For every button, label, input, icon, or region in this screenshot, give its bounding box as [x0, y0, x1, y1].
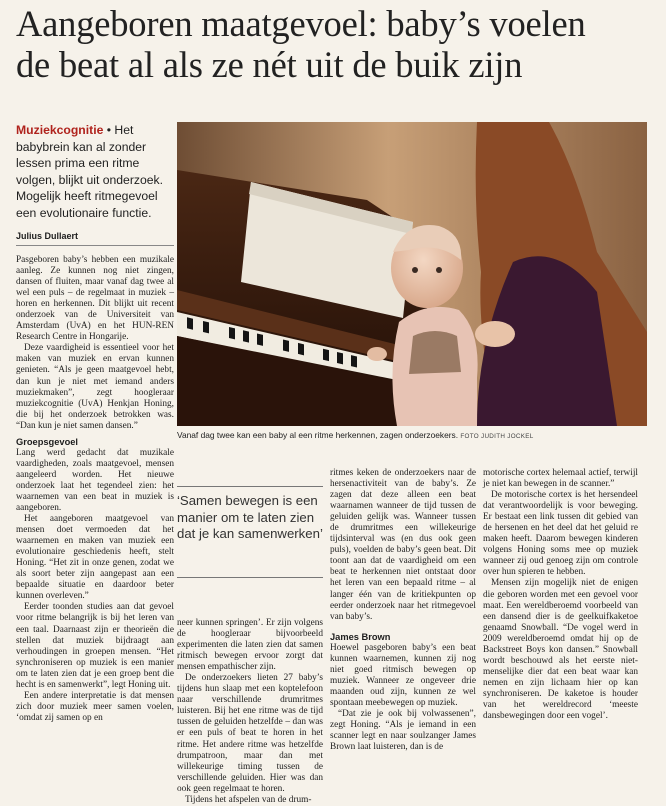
body-column-1 [16, 255, 174, 724]
photo-caption [177, 430, 647, 440]
article-photo [177, 122, 647, 426]
photo-illustration [177, 122, 647, 426]
paragraph: Het aangeboren maatgevoel van mensen doet vermoeden dat het waarnemen en maken van muziek een evolutionaire geschiedenis heeft, stelt Honing. “Het zit in onze genen, zodat we als soort beter zijn aangepast aan een bepaalde situatie en daardoor beter kunnen overleven.” [16, 514, 174, 602]
pull-quote: ‘Samen bewegen is een manier om te laten zien dat je kan samenwerken’ [177, 486, 323, 578]
caption-text: Vanaf dag twee kan een baby al een ritme herkennen, zagen onderzoekers. [177, 430, 459, 440]
body-column-4 [483, 468, 638, 722]
body-column-2 [177, 618, 323, 806]
paragraph: Een andere interpretatie is dat mensen zich door muziek meer samen voelen, ‘omdat zij samen op en [16, 690, 174, 723]
photo-credit: FOTO JUDITH JOCKEL [460, 433, 534, 440]
article-headline [16, 3, 656, 85]
headline-line-2: de beat al als ze nét uit de buik zijn [16, 44, 523, 85]
body-column-3 [330, 468, 476, 753]
article-intro [16, 122, 174, 221]
byline: Julius Dullaert [16, 231, 174, 246]
intro-kicker: Muziekcognitie [16, 123, 104, 137]
intro-text: • Het babybrein kan al zonder lessen prima een ritme volgen, blijkt uit onderzoek. Mogelijk heeft ritmegevoel een evolutionaire functie. [16, 123, 164, 220]
paragraph: Tijdens het afspelen van de drum- [185, 794, 312, 805]
left-column [16, 122, 174, 724]
paragraph: Deze vaardigheid is essentieel voor het maken van muziek en ervan kunnen genieten. “Als je geen maatgevoel hebt, dan kun je niet met iemand anders muziekmaken”, zegt hoogleraar muziekcognitie (UvA) Henkjan Honing, die bij het onderzoek betrokken was. “Dan kun je niet samen dansen.” [16, 343, 174, 431]
paragraph: Eerder toonden studies aan dat gevoel voor ritme belangrijk is bij het leren van een taal. Daarnaast zijn er theorieën die stellen dat muziek bijdraagt aan verhoudingen in groepen mensen. “Het synchroniseren op muziek is een manier om te laten zien dat je een groep bent die hecht is en samenwerkt”, legt Honing uit. [16, 602, 174, 690]
subheading: Groepsgevoel [16, 436, 79, 447]
paragraph: Mensen zijn mogelijk niet de enigen die geboren worden met een gevoel voor maat. Een wereldberoemd voorbeeld van een dansend dier is de geelkuifkaketoe genaamd Snowball. “De vogel werd in 2009 wereldberoemd omdat hij op de Backstreet Boys kon dansen.” Snowball wordt beschouwd als het eerste niet-menselijke dier dat een beat waar kan nemen en zijn lichaam hier op kan synchroniseren. De kaketoe is houder van het wereldrecord ‘meeste dansbewegingen door een vogel’. [483, 578, 638, 722]
paragraph: Pasgeboren baby’s hebben een muzikale aanleg. Ze kunnen nog niet zingen, dansen of fluiten, maar vanaf dag twee al wel een puls – de regelmaat in muziek – horen en herkennen. Dit blijkt uit recent onderzoek van de Universiteit van Amsterdam (UvA) en het HUN-REN Research Centre in Hongarije. [16, 255, 174, 343]
paragraph: Lang werd gedacht dat muzikale vaardigheden, zoals maatgevoel, mensen aangeleerd worden. Het nieuwe onderzoek laat het tegendeel zien: het waarnemen van een beat in muziek is aangeboren. [16, 447, 174, 513]
paragraph: motorische cortex helemaal actief, terwijl je niet kan bewegen in de scanner.” [483, 468, 638, 490]
paragraph: De motorische cortex is het hersendeel dat verantwoordelijk is voor beweging. Er bestaat een link tussen dit gebied van de hersenen en het deel dat het geluid re maken heeft. Daarom bewegen kinderen volgens Honing soms mee op muziek wanneer zij oud genoeg zijn om controle over hun spieren te hebben. [483, 490, 638, 578]
paragraph: De onderzoekers lieten 27 baby’s tijdens hun slaap met een koptelefoon naar verschillende drumritmes luisteren. Bij het ene ritme was de tijd tussen de geluiden hetzelfde – dan was er een puls of beat te horen in het ritme. Het andere ritme was hetzelfde drumpatroon, maar dan met willekeurige timing tussen de verschillende geluiden. Hier was dan ook geen regelmaat te horen. [177, 673, 323, 794]
paragraph: neer kunnen springen’. Er zijn volgens de hoogleraar bijvoorbeeld experimenten die laten zien dat samen ritmisch bewegen ervoor zorgt dat mensen empathischer zijn. [177, 618, 323, 673]
headline-line-1: Aangeboren maatgevoel: baby’s voelen [16, 3, 586, 44]
paragraph: Hoewel pasgeboren baby’s een beat kunnen waarnemen, kunnen zij nog niet goed ritmisch bewegen op muziek. Wanneer ze ongeveer drie maanden oud zijn, kunnen ze wel spontaan meebewegen op muziek. [330, 642, 476, 708]
paragraph: “Dat zie je ook bij volwassenen”, zegt Honing. “Als je iemand in een scanner legt en naar soulzanger James Brown laat luisteren, dan is de [330, 708, 476, 753]
subheading: James Brown [330, 631, 391, 642]
paragraph: ritmes keken de onderzoekers naar de hersenactiviteit van de baby’s. Ze zagen dat deze alleen een beat waarnamen wanneer de tijd tussen de geluiden gelijk was. Wanneer tussen de drumritmes een willekeurige tijdsinterval was (en dus ook geen puls), voelden de baby’s geen beat. Dit toont aan dat de vaardigheid om een beat te herkennen niet ontstaat door het leren van een bepaald ritme – al langer één van de kritiekpunten op eerder onderzoek naar het ritmegevoel van baby’s. [330, 468, 476, 622]
